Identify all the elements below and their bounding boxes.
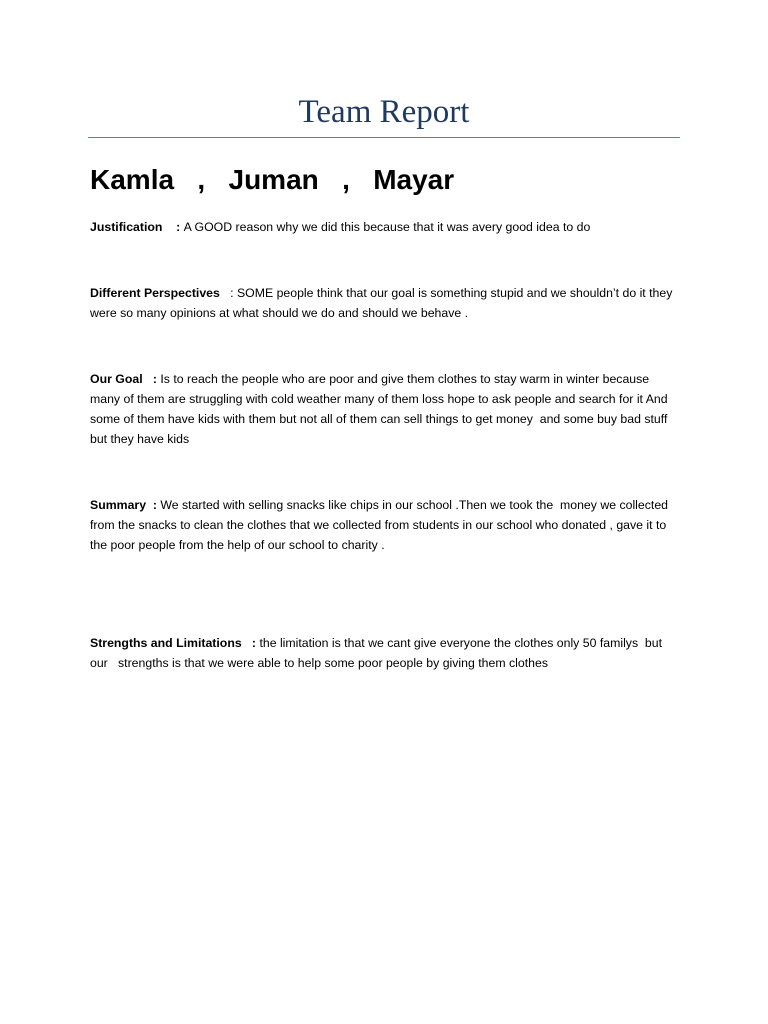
- section-different-perspectives: [90, 283, 680, 323]
- section-strengths-and-limitations: [90, 633, 680, 673]
- section-text: the limitation is that we cant give everyone the clothes only 50 familys but our strengths is that we were able to help some poor people by giving them clothes: [90, 636, 666, 670]
- title-divider: [88, 137, 680, 138]
- section-label: Our Goal :: [90, 372, 161, 386]
- section-text: A GOOD reason why we did this because that it was avery good idea to do: [183, 220, 591, 234]
- page-title: Team Report: [298, 94, 470, 130]
- team-names: Kamla , Juman , Mayar: [90, 164, 455, 195]
- section-label: Summary :: [90, 498, 161, 512]
- section-label: Justification :: [90, 220, 184, 234]
- section-label: Strengths and Limitations :: [90, 636, 260, 650]
- section-text: : SOME people think that our goal is something stupid and we shouldn’t do it they were so many opinions at what should we do and should we behave .: [90, 286, 676, 320]
- section-text: Is to reach the people who are poor and give them clothes to stay warm in winter because many of them are struggling with cold weather many of them loss hope to ask people and search for it And some of them have kids with them but not all of them can sell things to get money and some buy bad stuff but they have kids: [90, 372, 672, 446]
- section-text: We started with selling snacks like chips in our school .Then we took the money we collected from the snacks to clean the clothes that we collected from students in our school who donated , gave it to the poor people from the help of our school to charity .: [90, 498, 672, 552]
- section-label: Different Perspectives: [90, 286, 231, 300]
- section-our-goal: [90, 369, 680, 449]
- section-justification: [90, 217, 680, 237]
- section-summary: [90, 495, 680, 555]
